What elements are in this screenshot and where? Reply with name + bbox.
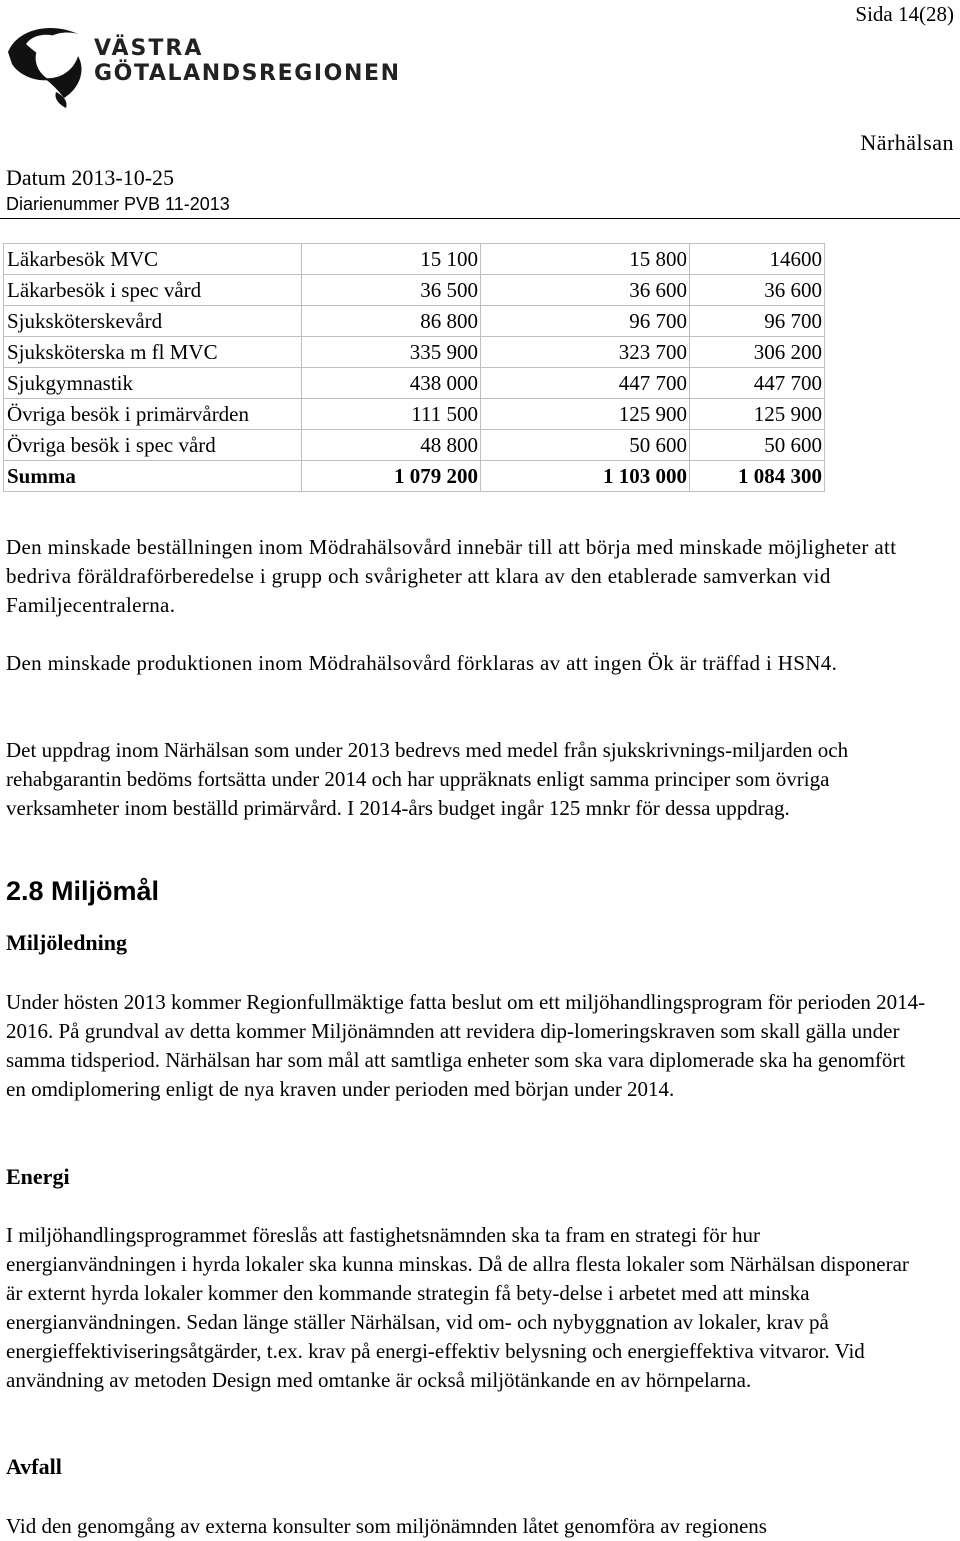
row-value: 335 900 [302,337,481,368]
document-date: Datum 2013-10-25 [6,165,175,190]
row-value: 36 600 [690,275,825,306]
row-value: 48 800 [302,430,481,461]
subheading-avfall: Avfall [6,1454,62,1479]
row-label: Övriga besök i primärvården [4,399,302,430]
row-label: Sjuksköterskevård [4,306,302,337]
row-label: Sjukgymnastik [4,368,302,399]
paragraph-energi: I miljöhandlingsprogrammet föreslås att fastighetsnämnden ska ta fram en strategi för hur energianvändningen i hyrda lokaler ska kunna minskas. Då de allra flesta lokaler som Närhälsan disponerar är externt hyrda lokaler kommer den kommande strategin få bety-delse i arbetet med att minska energianvändningen. Sedan länge ställer Närhälsan, vid om- och nybyggnation av lokaler, krav på energieffektiviseringsåtgärder, t.ex. krav på energi-effektiv belysning och energieffektiva vitvaror. Vid användning av metoden Design med omtanke är också miljötänkande en av hörnpelarna. [6,1223,909,1392]
visits-table [3,243,825,492]
table-row [4,337,825,368]
paragraph-uppdrag: Det uppdrag inom Närhälsan som under 2013 bedrevs med medel från sjukskrivnings-miljarden och rehabgarantin bedöms fortsätta under 2014 och har uppräknats enligt samma principer som övriga verksamheter inom beställd primärvård. I 2014-års budget ingår 125 mnkr för dessa uppdrag. [6,738,849,820]
paragraph-miljoledning: Under hösten 2013 kommer Regionfullmäktige fatta beslut om ett miljöhandlingsprogram för perioden 2014-2016. På grundval av detta kommer Miljönämnden att revidera dip-lomeringskraven som skall gälla under samma tidsperiod. Närhälsan har som mål att samtliga enheter som ska vara diplomerade ska ha genomfört en omdiplomering enligt de nya kraven under perioden med början under 2014. [6,990,926,1101]
page-number: Sida 14(28) [855,2,954,26]
row-value: 306 200 [690,337,825,368]
row-label: Läkarbesök MVC [4,244,302,275]
section-heading: 2.8 Miljömål [6,876,160,906]
table-row [4,399,825,430]
subheading-miljoledning: Miljöledning [6,930,128,955]
row-value: 14600 [690,244,825,275]
row-value: 15 100 [302,244,481,275]
sum-value: 1 103 000 [481,461,690,492]
row-value: 323 700 [481,337,690,368]
paragraph-modrahalsovard: Den minskade beställningen inom Mödrahälsovård innebär till att börja med minskade möjligheter att bedriva föräldraförberedelse i grupp och svårigheter att klara av den etablerade samverkan vid Familjecentralerna. [6,535,897,617]
paragraph-avfall: Vid den genomgång av externa konsulter som miljönämnden låtet genomföra av regionens [6,1514,767,1538]
table-row [4,368,825,399]
row-value: 111 500 [302,399,481,430]
row-value: 36 500 [302,275,481,306]
header-divider [0,218,960,219]
row-value: 96 700 [481,306,690,337]
row-value: 125 900 [481,399,690,430]
sum-label: Summa [4,461,302,492]
row-value: 15 800 [481,244,690,275]
row-label: Läkarbesök i spec vård [4,275,302,306]
table-row [4,306,825,337]
row-value: 86 800 [302,306,481,337]
diarienummer: Diarienummer PVB 11-2013 [6,194,230,214]
row-value: 50 600 [690,430,825,461]
row-value: 447 700 [481,368,690,399]
unit-name: Närhälsan [860,130,954,155]
sum-value: 1 084 300 [690,461,825,492]
logo-text-line1: VÄSTRA [94,36,204,61]
table-row [4,430,825,461]
subheading-energi: Energi [6,1164,70,1189]
logo-text-line2: GÖTALANDSREGIONEN [94,61,401,86]
table-row [4,244,825,275]
paragraph-produktion: Den minskade produktionen inom Mödrahälsovård förklaras av att ingen Ök är träffad i HSN4. [6,651,838,675]
table-sum-row [4,461,825,492]
row-value: 438 000 [302,368,481,399]
row-value: 125 900 [690,399,825,430]
row-value: 50 600 [481,430,690,461]
sum-value: 1 079 200 [302,461,481,492]
row-value: 96 700 [690,306,825,337]
table-row [4,275,825,306]
row-label: Övriga besök i spec vård [4,430,302,461]
row-label: Sjuksköterska m fl MVC [4,337,302,368]
row-value: 36 600 [481,275,690,306]
row-value: 447 700 [690,368,825,399]
